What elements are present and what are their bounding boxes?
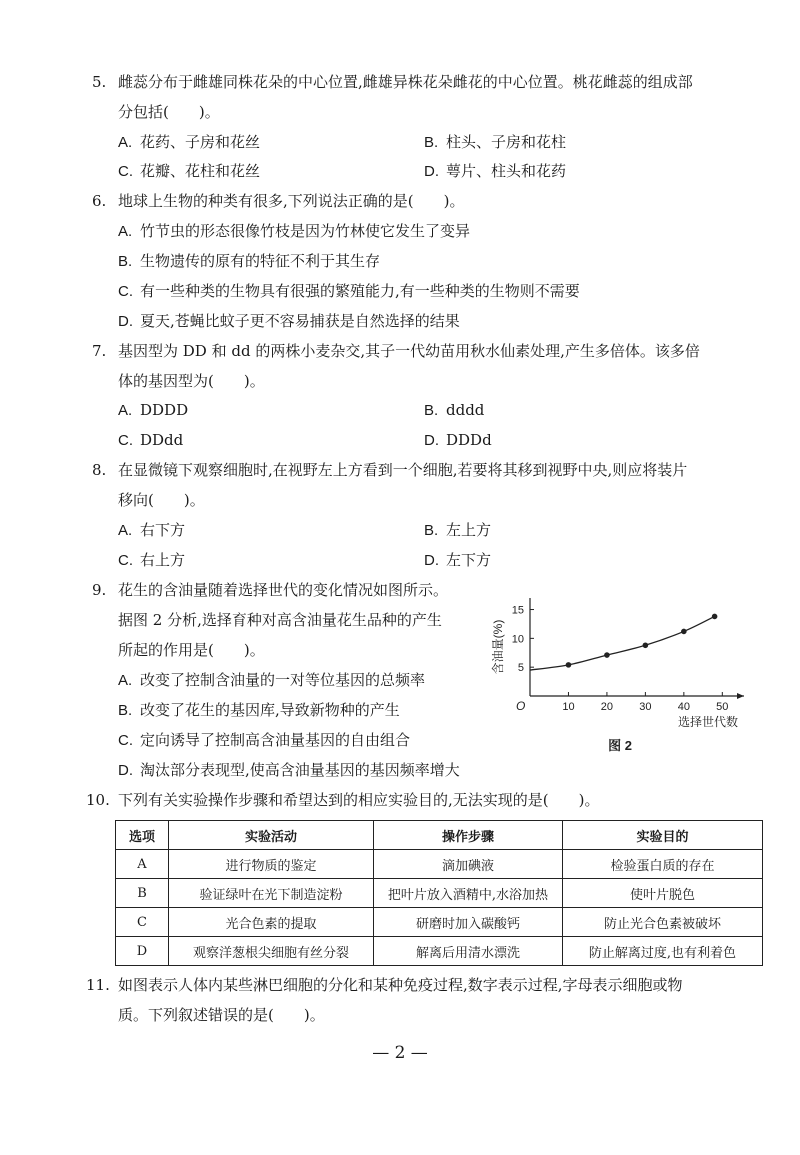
column-header: 选项 <box>116 821 169 850</box>
question-text-cont: 据图 2 分析,选择育种对高含油量花生品种的产生 <box>118 611 442 629</box>
question-number: 5. <box>92 73 107 91</box>
question-text: 雌蕊分布于雌雄同株花朵的中心位置,雌雄异株花朵雌花的中心位置。桃花雌蕊的组成部 <box>118 73 693 91</box>
table-cell: 研磨时加入碳酸钙 <box>374 908 563 937</box>
question-text-cont: 体的基因型为( )。 <box>118 372 265 390</box>
table-row <box>116 908 763 937</box>
question-number: 8. <box>92 461 107 479</box>
question-text-cont: 分包括( )。 <box>118 103 220 121</box>
question-11 <box>86 975 683 995</box>
table-row <box>116 937 763 966</box>
option-b[interactable]: B. 改变了花生的基因库,导致新物种的产生 <box>118 701 400 719</box>
table-cell: 光合色素的提取 <box>169 908 374 937</box>
option-c[interactable]: C. DDdd <box>118 431 184 449</box>
table-row <box>116 850 763 879</box>
data-point <box>681 629 687 635</box>
series-line <box>530 616 715 670</box>
option-a[interactable]: A. 竹节虫的形态很像竹枝是因为竹林使它发生了变异 <box>118 222 471 240</box>
table-cell: 把叶片放入酒精中,水浴加热 <box>374 879 563 908</box>
question-text-cont: 移向( )。 <box>118 491 205 509</box>
figure-caption: 图 2 <box>608 738 632 753</box>
x-tick-label: 20 <box>600 701 614 713</box>
question-10 <box>86 790 599 810</box>
experiment-table <box>115 820 763 966</box>
y-axis-label: 含油量(%) <box>491 619 505 675</box>
oil-content-chart <box>488 598 758 766</box>
question-number: 10. <box>86 791 110 809</box>
option-d[interactable]: D. 淘汰部分表现型,使高含油量基因的基因频率增大 <box>118 761 460 779</box>
table-header-row <box>116 821 763 850</box>
question-text-cont: 所起的作用是( )。 <box>118 641 265 659</box>
option-b[interactable]: B. 左上方 <box>424 521 492 539</box>
data-point <box>712 614 718 620</box>
question-text-cont: 质。下列叙述错误的是( )。 <box>118 1006 325 1024</box>
option-c[interactable]: C. 右上方 <box>118 551 186 569</box>
question-7 <box>92 341 700 361</box>
option-a[interactable]: A. 改变了控制含油量的一对等位基因的总频率 <box>118 671 426 689</box>
question-text: 在显微镜下观察细胞时,在视野左上方看到一个细胞,若要将其移到视野中央,则应将装片 <box>118 461 688 479</box>
option-d[interactable]: D. 萼片、柱头和花药 <box>424 162 567 180</box>
option-d[interactable]: D. 夏天,苍蝇比蚊子更不容易捕获是自然选择的结果 <box>118 312 460 330</box>
data-point <box>604 652 610 658</box>
table-cell: 解离后用清水漂洗 <box>374 937 563 966</box>
table-cell: 防止解离过度,也有利着色 <box>563 937 763 966</box>
x-tick-label: 30 <box>639 701 652 713</box>
table-cell: 检验蛋白质的存在 <box>563 850 763 879</box>
y-tick-label: 5 <box>517 662 524 675</box>
page-number: — 2 — <box>372 1043 428 1063</box>
column-header: 实验目的 <box>563 821 763 850</box>
option-a[interactable]: A. 花药、子房和花丝 <box>118 133 261 151</box>
table-cell: B <box>116 879 169 908</box>
table-cell: A <box>116 850 169 879</box>
table-cell: 使叶片脱色 <box>563 879 763 908</box>
question-text: 基因型为 DD 和 dd 的两株小麦杂交,其子一代幼苗用秋水仙素处理,产生多倍体。该多倍 <box>118 342 700 360</box>
question-text: 下列有关实验操作步骤和希望达到的相应实验目的,无法实现的是( )。 <box>118 791 600 809</box>
table-cell: 验证绿叶在光下制造淀粉 <box>169 879 374 908</box>
table-cell: 防止光合色素被破坏 <box>563 908 763 937</box>
table-row <box>116 879 763 908</box>
option-c[interactable]: C. 花瓣、花柱和花丝 <box>118 162 261 180</box>
y-tick-label: 15 <box>511 604 524 617</box>
x-tick-label: 40 <box>677 701 690 713</box>
column-header: 操作步骤 <box>374 821 563 850</box>
question-number: 6. <box>92 192 107 210</box>
question-6 <box>92 191 464 211</box>
question-number: 11. <box>86 976 110 994</box>
question-5 <box>92 72 693 92</box>
table-cell: 进行物质的鉴定 <box>169 850 374 879</box>
x-tick-label: 50 <box>716 701 729 713</box>
question-text: 花生的含油量随着选择世代的变化情况如图所示。 <box>118 581 449 599</box>
question-9 <box>92 580 448 600</box>
option-c[interactable]: C. 定向诱导了控制高含油量基因的自由组合 <box>118 731 411 749</box>
y-tick-label: 10 <box>511 633 524 646</box>
question-number: 9. <box>92 581 107 599</box>
table-cell: C <box>116 908 169 937</box>
option-d[interactable]: D. DDDd <box>424 431 492 449</box>
data-point <box>566 662 572 668</box>
question-text: 如图表示人体内某些淋巴细胞的分化和某种免疫过程,数字表示过程,字母表示细胞或物 <box>118 976 683 994</box>
table-cell: D <box>116 937 169 966</box>
option-a[interactable]: A. DDDD <box>118 401 189 419</box>
question-text: 地球上生物的种类有很多,下列说法正确的是( )。 <box>118 192 465 210</box>
option-b[interactable]: B. 柱头、子房和花柱 <box>424 133 567 151</box>
data-point <box>643 642 649 648</box>
option-b[interactable]: B. dddd <box>424 401 485 419</box>
table-cell: 滴加碘液 <box>374 850 563 879</box>
option-b[interactable]: B. 生物遗传的原有的特征不利于其生存 <box>118 252 381 270</box>
origin-label: O <box>516 699 526 713</box>
table-cell: 观察洋葱根尖细胞有丝分裂 <box>169 937 374 966</box>
column-header: 实验活动 <box>169 821 374 850</box>
x-axis-label: 选择世代数 <box>677 715 738 729</box>
option-d[interactable]: D. 左下方 <box>424 551 492 569</box>
x-axis-arrow <box>737 693 744 699</box>
x-tick-label: 10 <box>562 701 575 713</box>
option-c[interactable]: C. 有一些种类的生物具有很强的繁殖能力,有一些种类的生物则不需要 <box>118 282 580 300</box>
question-8 <box>92 460 687 480</box>
option-a[interactable]: A. 右下方 <box>118 521 186 539</box>
question-number: 7. <box>92 342 107 360</box>
